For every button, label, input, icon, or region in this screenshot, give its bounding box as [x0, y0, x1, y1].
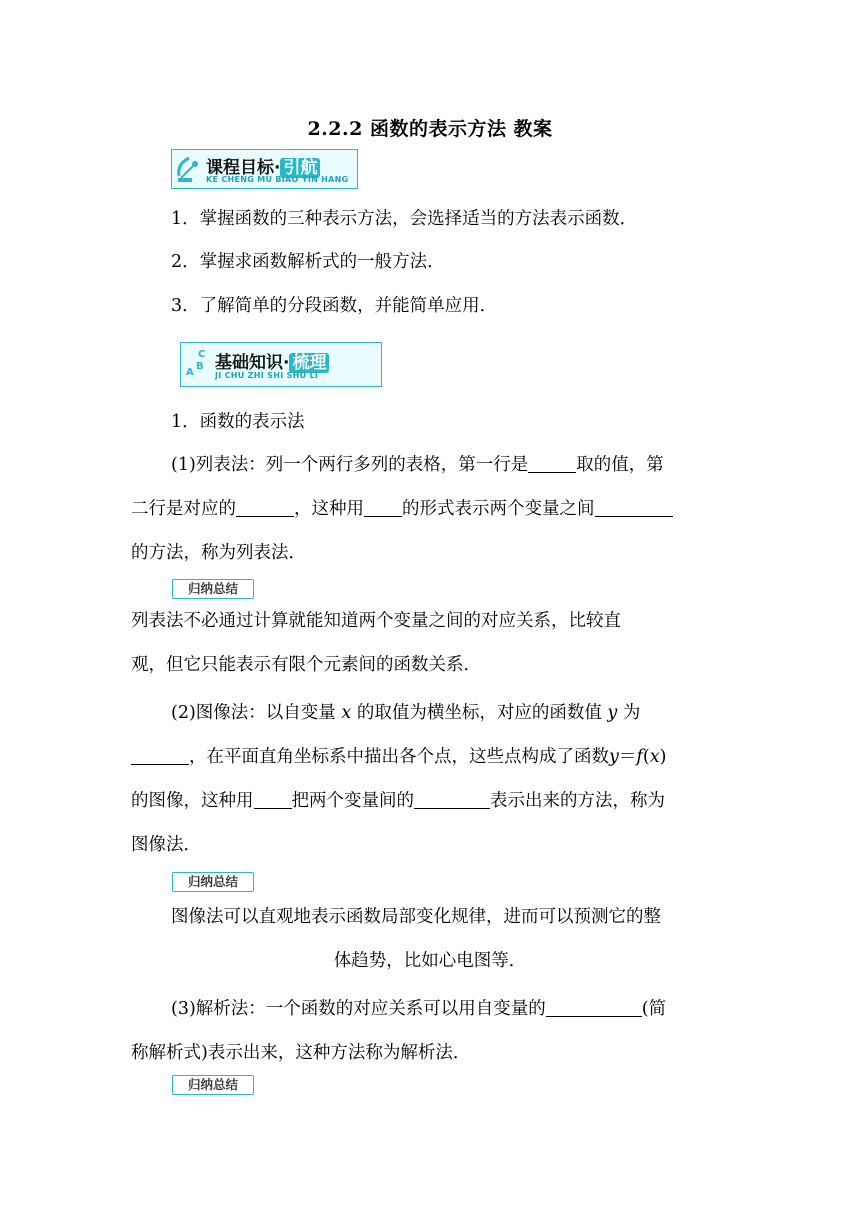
paragraph-line: 图像法．: [131, 835, 201, 855]
fill-blank: [595, 498, 673, 517]
paragraph-line: 的图像，这种用 把两个变量间的 表示出来的方法，称为: [131, 791, 665, 811]
fill-blank: [414, 790, 490, 809]
fill-blank: [364, 498, 402, 517]
fill-blank: [546, 998, 642, 1017]
goal-item: 3．了解简单的分段函数，并能简单应用．: [171, 296, 498, 316]
banner-title: 课程目标· 引航: [206, 153, 320, 178]
paragraph-line: ，在平面直角坐标系中描出各个点，这些点构成了函数y＝f(x): [131, 745, 731, 769]
svg-text:A: A: [186, 367, 194, 377]
goal-item: 1．掌握函数的三种表示方法，会选择适当的方法表示函数．: [171, 209, 638, 229]
summary-tag: 归纳总结: [172, 872, 254, 892]
paragraph-line: 称解析式)表示出来，这种方法称为解析法．: [131, 1043, 471, 1063]
banner-subtitle: JI CHU ZHI SHI SHU LI: [215, 371, 319, 380]
paragraph-line: (2)图像法：以自变量 x 的取值为横坐标，对应的函数值 y 为: [171, 703, 641, 723]
svg-text:B: B: [196, 361, 204, 372]
paragraph-line: (3)解析法：一个函数的对应关系可以用自变量的 (简: [171, 999, 667, 1019]
summary-tag: 归纳总结: [172, 579, 254, 599]
summary-line: 体趋势，比如心电图等．: [333, 951, 527, 971]
page-title: 2.2.2 函数的表示方法 教案: [307, 118, 553, 140]
fill-blank: [131, 746, 189, 765]
summary-line: 图像法可以直观地表示函数局部变化规律，进而可以预测它的整: [171, 907, 661, 927]
paragraph-line: (1)列表法：列一个两行多列的表格，第一行是 取的值，第: [171, 455, 664, 475]
abc-blocks-icon: [184, 347, 212, 377]
satellite-dish-icon: [175, 154, 203, 184]
section-heading: 1．函数的表示法: [171, 412, 305, 432]
goal-item: 2．掌握求函数解析式的一般方法．: [171, 252, 445, 272]
summary-tag: 归纳总结: [172, 1075, 254, 1095]
fill-blank: [528, 454, 576, 473]
paragraph-line: 的方法，称为列表法．: [131, 543, 306, 563]
fill-blank: [236, 498, 294, 517]
banner-title: 基础知识· 梳理: [215, 348, 329, 373]
svg-text:C: C: [198, 349, 206, 360]
fill-blank: [254, 790, 292, 809]
basic-knowledge-banner: [180, 342, 382, 387]
paragraph-line: 二行是对应的 ，这种用 的形式表示两个变量之间: [131, 497, 731, 521]
course-goals-banner: [171, 149, 358, 189]
banner-subtitle: KE CHENG MU BIAO YIN HANG: [206, 175, 349, 184]
summary-line: 观，但它只能表示有限个元素间的函数关系．: [131, 655, 481, 675]
summary-line: 列表法不必通过计算就能知道两个变量之间的对应关系，比较直: [131, 611, 621, 631]
